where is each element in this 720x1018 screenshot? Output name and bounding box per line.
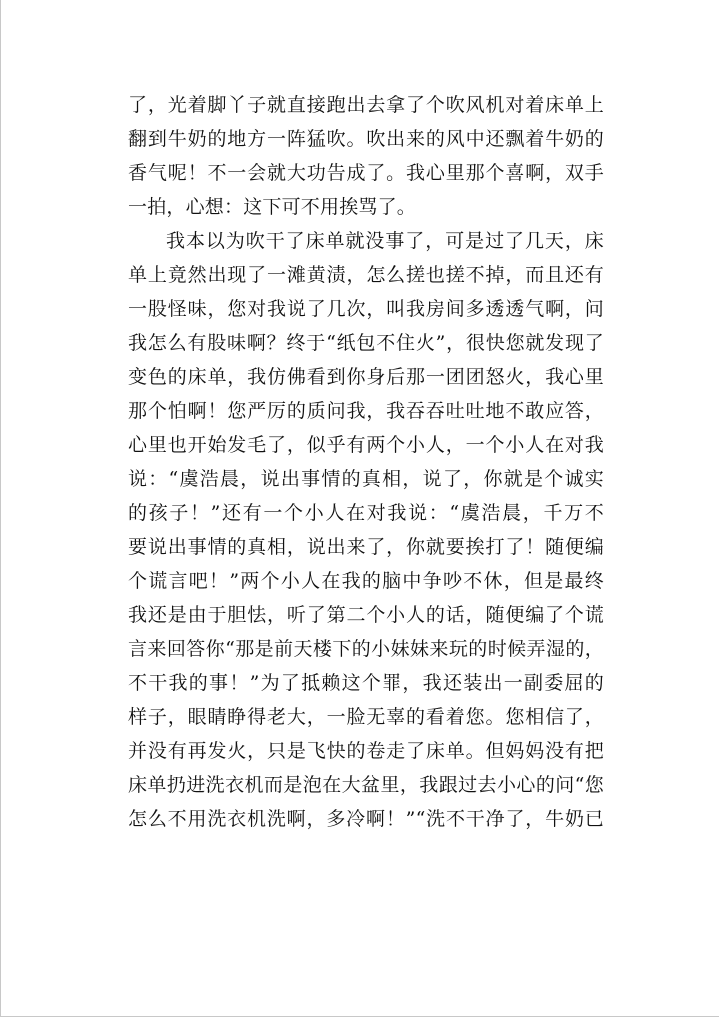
text-line: 一股怪味，您对我说了几次，叫我房间多透透气啊，问 <box>128 298 604 320</box>
text-line: 样子，眼睛睁得老大，一脸无辜的看着您。您相信了， <box>128 706 604 728</box>
paragraph-1 <box>128 88 604 224</box>
text-line: 一拍，心想：这下可不用挨骂了。 <box>128 196 417 218</box>
text-line: 的孩子！”还有一个小人在对我说：“虞浩晨，千万不 <box>128 502 604 524</box>
text-line: 我怎么有股味啊？终于“纸包不住火”，很快您就发现了 <box>128 332 604 354</box>
text-line: 了，光着脚丫子就直接跑出去拿了个吹风机对着床单上 <box>128 94 604 116</box>
text-line: 怎么不用洗衣机洗啊，多冷啊！”“洗不干净了，牛奶已 <box>128 808 604 830</box>
text-line: 并没有再发火，只是飞快的卷走了床单。但妈妈没有把 <box>128 740 604 762</box>
text-line: 床单扔进洗衣机而是泡在大盆里，我跟过去小心的问“您 <box>128 774 604 796</box>
text-line: 不干我的事！”为了抵赖这个罪，我还装出一副委屈的 <box>128 672 604 694</box>
document-body <box>128 88 604 836</box>
text-line: 言来回答你“那是前天楼下的小妹妹来玩的时候弄湿的， <box>128 638 604 660</box>
text-line: 香气呢！不一会就大功告成了。我心里那个喜啊，双手 <box>128 162 604 184</box>
text-line: 翻到牛奶的地方一阵猛吹。吹出来的风中还飘着牛奶的 <box>128 128 604 150</box>
paragraph-2 <box>128 224 604 836</box>
text-line: 要说出事情的真相，说出来了，你就要挨打了！随便编 <box>128 536 604 558</box>
text-line: 那个怕啊！您严厉的质问我，我吞吞吐吐地不敢应答， <box>128 400 604 422</box>
text-line: 我还是由于胆怯，听了第二个小人的话，随便编了个谎 <box>128 604 604 626</box>
text-line: 个谎言吧！”两个小人在我的脑中争吵不休，但是最终 <box>128 570 604 592</box>
text-line: 心里也开始发毛了，似乎有两个小人，一个小人在对我 <box>128 434 604 456</box>
text-line: 单上竟然出现了一滩黄渍，怎么搓也搓不掉，而且还有 <box>128 264 604 286</box>
text-line: 说：“虞浩晨，说出事情的真相，说了，你就是个诚实 <box>128 468 604 490</box>
text-line: 我本以为吹干了床单就没事了，可是过了几天，床 <box>166 230 604 252</box>
text-line: 变色的床单，我仿佛看到你身后那一团团怒火，我心里 <box>128 366 604 388</box>
